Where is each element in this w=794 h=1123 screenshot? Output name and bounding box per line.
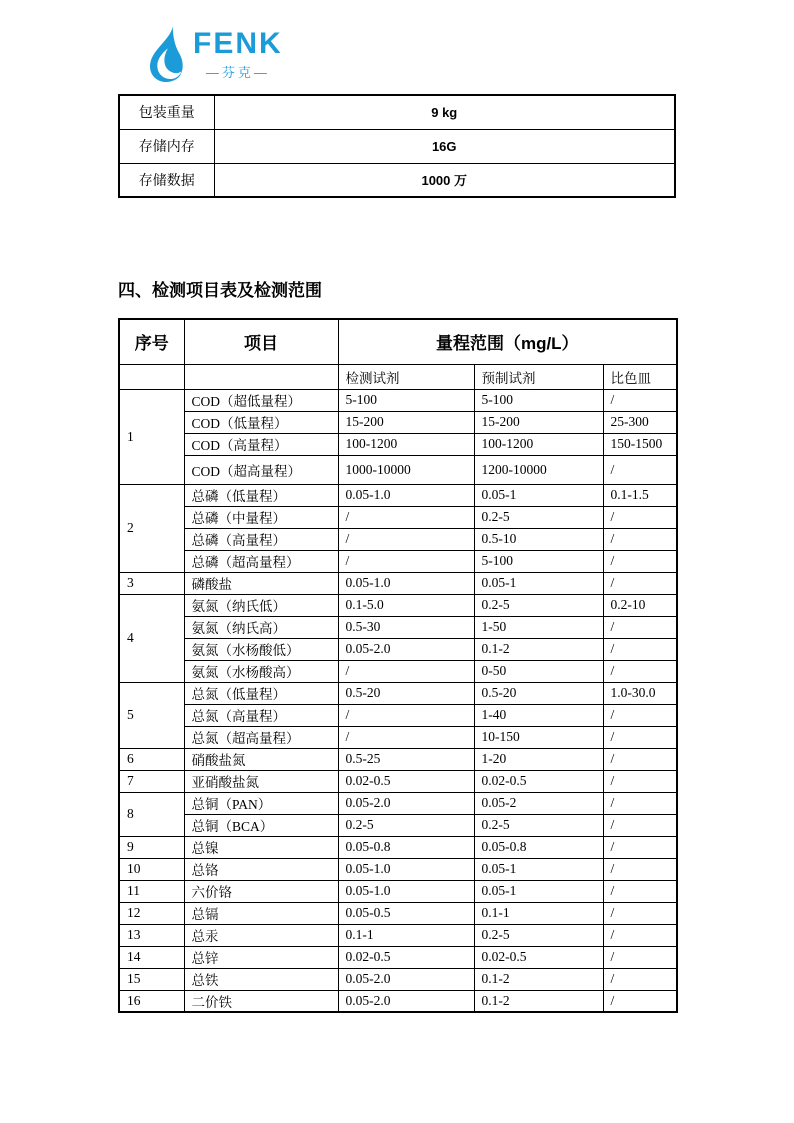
cell-no: 10 bbox=[119, 858, 184, 880]
table-row bbox=[119, 946, 677, 968]
cell-cuvette: / bbox=[603, 990, 677, 1012]
cell-no: 14 bbox=[119, 946, 184, 968]
cell-item: 总氮（高量程） bbox=[184, 704, 338, 726]
cell-no: 5 bbox=[119, 682, 184, 748]
cell-premade: 0.5-20 bbox=[474, 682, 603, 704]
cell-cuvette: / bbox=[603, 704, 677, 726]
table-row bbox=[119, 455, 677, 484]
cell-cuvette: 1.0-30.0 bbox=[603, 682, 677, 704]
cell-no: 2 bbox=[119, 484, 184, 572]
sub-header-premade: 预制试剂 bbox=[474, 364, 603, 389]
cell-cuvette: 0.2-10 bbox=[603, 594, 677, 616]
cell-reagent: / bbox=[338, 506, 474, 528]
cell-reagent: / bbox=[338, 726, 474, 748]
cell-no: 6 bbox=[119, 748, 184, 770]
table-row bbox=[119, 484, 677, 506]
cell-cuvette: / bbox=[603, 946, 677, 968]
spec-value: 16G bbox=[214, 129, 675, 163]
cell-reagent: 0.2-5 bbox=[338, 814, 474, 836]
cell-premade: 10-150 bbox=[474, 726, 603, 748]
cell-item: 总磷（中量程） bbox=[184, 506, 338, 528]
table-row bbox=[119, 880, 677, 902]
cell-no: 3 bbox=[119, 572, 184, 594]
cell-reagent: 100-1200 bbox=[338, 433, 474, 455]
cell-item: 氨氮（纳氏高） bbox=[184, 616, 338, 638]
cell-reagent: 0.05-1.0 bbox=[338, 572, 474, 594]
cell-premade: 0.1-2 bbox=[474, 638, 603, 660]
cell-reagent: 5-100 bbox=[338, 389, 474, 411]
table-row bbox=[119, 506, 677, 528]
cell-cuvette: 0.1-1.5 bbox=[603, 484, 677, 506]
cell-item: 硝酸盐氮 bbox=[184, 748, 338, 770]
table-row bbox=[119, 770, 677, 792]
logo-text bbox=[193, 29, 283, 81]
cell-item: 总磷（高量程） bbox=[184, 528, 338, 550]
cell-item: 总铜（BCA） bbox=[184, 814, 338, 836]
cell-premade: 0.5-10 bbox=[474, 528, 603, 550]
cell-reagent: / bbox=[338, 660, 474, 682]
cell-cuvette: / bbox=[603, 455, 677, 484]
table-row bbox=[119, 836, 677, 858]
cell-reagent: 0.05-1.0 bbox=[338, 880, 474, 902]
cell-no: 11 bbox=[119, 880, 184, 902]
table-row bbox=[119, 389, 677, 411]
cell-premade: 0.1-2 bbox=[474, 968, 603, 990]
cell-item: 总氮（低量程） bbox=[184, 682, 338, 704]
cell-cuvette: / bbox=[603, 858, 677, 880]
cell-cuvette: / bbox=[603, 660, 677, 682]
table-row bbox=[119, 814, 677, 836]
cell-cuvette: / bbox=[603, 638, 677, 660]
water-drop-icon bbox=[146, 26, 186, 84]
cell-reagent: 0.05-2.0 bbox=[338, 968, 474, 990]
logo bbox=[146, 26, 283, 84]
cell-premade: 1-20 bbox=[474, 748, 603, 770]
subheader-spacer bbox=[119, 364, 184, 389]
cell-reagent: / bbox=[338, 704, 474, 726]
cell-reagent: 0.5-30 bbox=[338, 616, 474, 638]
cell-item: 总镍 bbox=[184, 836, 338, 858]
cell-premade: 100-1200 bbox=[474, 433, 603, 455]
cell-no: 12 bbox=[119, 902, 184, 924]
table-row bbox=[119, 411, 677, 433]
cell-reagent: 0.02-0.5 bbox=[338, 946, 474, 968]
cell-cuvette: 150-1500 bbox=[603, 433, 677, 455]
cell-item: 总氮（超高量程） bbox=[184, 726, 338, 748]
cell-cuvette: / bbox=[603, 902, 677, 924]
table-row bbox=[119, 792, 677, 814]
cell-no: 7 bbox=[119, 770, 184, 792]
cell-no: 4 bbox=[119, 594, 184, 682]
cell-cuvette: / bbox=[603, 506, 677, 528]
col-header-no: 序号 bbox=[119, 319, 184, 364]
cell-cuvette: / bbox=[603, 770, 677, 792]
cell-item: 总铬 bbox=[184, 858, 338, 880]
cell-cuvette: / bbox=[603, 572, 677, 594]
table-row bbox=[119, 550, 677, 572]
cell-cuvette: / bbox=[603, 814, 677, 836]
cell-premade: 5-100 bbox=[474, 550, 603, 572]
cell-reagent: 0.5-25 bbox=[338, 748, 474, 770]
cell-item: 二价铁 bbox=[184, 990, 338, 1012]
logo-brand: FENK bbox=[193, 27, 283, 60]
table-row bbox=[119, 902, 677, 924]
cell-cuvette: / bbox=[603, 924, 677, 946]
cell-premade: 0.1-1 bbox=[474, 902, 603, 924]
cell-premade: 0.2-5 bbox=[474, 506, 603, 528]
cell-item: 总磷（低量程） bbox=[184, 484, 338, 506]
cell-premade: 0-50 bbox=[474, 660, 603, 682]
cell-no: 16 bbox=[119, 990, 184, 1012]
sub-header-reagent: 检测试剂 bbox=[338, 364, 474, 389]
cell-reagent: 15-200 bbox=[338, 411, 474, 433]
logo-brand-cn: —芬克— bbox=[205, 65, 270, 80]
table-row bbox=[119, 748, 677, 770]
cell-no: 9 bbox=[119, 836, 184, 858]
cell-premade: 0.2-5 bbox=[474, 924, 603, 946]
spec-row bbox=[119, 129, 675, 163]
table-row bbox=[119, 990, 677, 1012]
spec-value: 9 kg bbox=[214, 95, 675, 129]
cell-reagent: 0.02-0.5 bbox=[338, 770, 474, 792]
cell-reagent: 0.05-1.0 bbox=[338, 858, 474, 880]
spec-label: 存储数据 bbox=[119, 163, 214, 197]
cell-premade: 0.2-5 bbox=[474, 594, 603, 616]
cell-item: 总锌 bbox=[184, 946, 338, 968]
subheader-spacer bbox=[184, 364, 338, 389]
cell-reagent: 0.1-5.0 bbox=[338, 594, 474, 616]
cell-cuvette: / bbox=[603, 880, 677, 902]
cell-premade: 1-50 bbox=[474, 616, 603, 638]
cell-cuvette: / bbox=[603, 550, 677, 572]
cell-no: 1 bbox=[119, 389, 184, 484]
cell-reagent: / bbox=[338, 550, 474, 572]
table-subheader-row bbox=[119, 364, 677, 389]
cell-item: 总汞 bbox=[184, 924, 338, 946]
table-row bbox=[119, 704, 677, 726]
table-row bbox=[119, 858, 677, 880]
table-row bbox=[119, 682, 677, 704]
cell-cuvette: 25-300 bbox=[603, 411, 677, 433]
spec-label: 存储内存 bbox=[119, 129, 214, 163]
table-row bbox=[119, 660, 677, 682]
cell-premade: 0.02-0.5 bbox=[474, 946, 603, 968]
table-row bbox=[119, 433, 677, 455]
cell-reagent: 0.05-0.8 bbox=[338, 836, 474, 858]
cell-premade: 0.05-1 bbox=[474, 858, 603, 880]
cell-premade: 1-40 bbox=[474, 704, 603, 726]
cell-reagent: 0.1-1 bbox=[338, 924, 474, 946]
cell-cuvette: / bbox=[603, 726, 677, 748]
cell-cuvette: / bbox=[603, 836, 677, 858]
cell-item: 总磷（超高量程） bbox=[184, 550, 338, 572]
cell-reagent: 0.5-20 bbox=[338, 682, 474, 704]
table-row bbox=[119, 616, 677, 638]
table-header-row bbox=[119, 319, 677, 364]
spec-label: 包装重量 bbox=[119, 95, 214, 129]
cell-cuvette: / bbox=[603, 528, 677, 550]
cell-item: 六价铬 bbox=[184, 880, 338, 902]
cell-reagent: / bbox=[338, 528, 474, 550]
cell-no: 8 bbox=[119, 792, 184, 836]
cell-premade: 0.05-2 bbox=[474, 792, 603, 814]
cell-item: COD（低量程） bbox=[184, 411, 338, 433]
spec-row bbox=[119, 163, 675, 197]
table-row bbox=[119, 572, 677, 594]
cell-cuvette: / bbox=[603, 968, 677, 990]
cell-item: COD（高量程） bbox=[184, 433, 338, 455]
cell-reagent: 0.05-0.5 bbox=[338, 902, 474, 924]
cell-cuvette: / bbox=[603, 616, 677, 638]
cell-premade: 1200-10000 bbox=[474, 455, 603, 484]
table-row bbox=[119, 638, 677, 660]
section-heading: 四、检测项目表及检测范围 bbox=[118, 281, 322, 300]
col-header-item: 项目 bbox=[184, 319, 338, 364]
cell-premade: 15-200 bbox=[474, 411, 603, 433]
cell-premade: 0.2-5 bbox=[474, 814, 603, 836]
cell-premade: 0.05-0.8 bbox=[474, 836, 603, 858]
col-header-range: 量程范围（mg/L） bbox=[338, 319, 677, 364]
cell-premade: 0.05-1 bbox=[474, 572, 603, 594]
cell-cuvette: / bbox=[603, 748, 677, 770]
cell-item: 氨氮（水杨酸低） bbox=[184, 638, 338, 660]
cell-item: 磷酸盐 bbox=[184, 572, 338, 594]
cell-premade: 0.02-0.5 bbox=[474, 770, 603, 792]
cell-no: 15 bbox=[119, 968, 184, 990]
cell-reagent: 0.05-1.0 bbox=[338, 484, 474, 506]
spec-row bbox=[119, 95, 675, 129]
cell-item: 氨氮（水杨酸高） bbox=[184, 660, 338, 682]
cell-premade: 0.05-1 bbox=[474, 880, 603, 902]
cell-item: COD（超高量程） bbox=[184, 455, 338, 484]
cell-reagent: 1000-10000 bbox=[338, 455, 474, 484]
spec-value: 1000 万 bbox=[214, 163, 675, 197]
sub-header-cuvette: 比色皿 bbox=[603, 364, 677, 389]
detection-table bbox=[118, 318, 678, 1013]
table-row bbox=[119, 528, 677, 550]
cell-item: 总铁 bbox=[184, 968, 338, 990]
table-row bbox=[119, 726, 677, 748]
cell-cuvette: / bbox=[603, 792, 677, 814]
cell-reagent: 0.05-2.0 bbox=[338, 792, 474, 814]
cell-item: 氨氮（纳氏低） bbox=[184, 594, 338, 616]
table-row bbox=[119, 968, 677, 990]
cell-item: COD（超低量程） bbox=[184, 389, 338, 411]
cell-item: 总镉 bbox=[184, 902, 338, 924]
cell-reagent: 0.05-2.0 bbox=[338, 990, 474, 1012]
cell-premade: 0.1-2 bbox=[474, 990, 603, 1012]
cell-cuvette: / bbox=[603, 389, 677, 411]
cell-item: 亚硝酸盐氮 bbox=[184, 770, 338, 792]
specs-table bbox=[118, 94, 676, 198]
table-row bbox=[119, 594, 677, 616]
table-row bbox=[119, 924, 677, 946]
cell-premade: 0.05-1 bbox=[474, 484, 603, 506]
cell-reagent: 0.05-2.0 bbox=[338, 638, 474, 660]
cell-item: 总铜（PAN） bbox=[184, 792, 338, 814]
cell-no: 13 bbox=[119, 924, 184, 946]
cell-premade: 5-100 bbox=[474, 389, 603, 411]
